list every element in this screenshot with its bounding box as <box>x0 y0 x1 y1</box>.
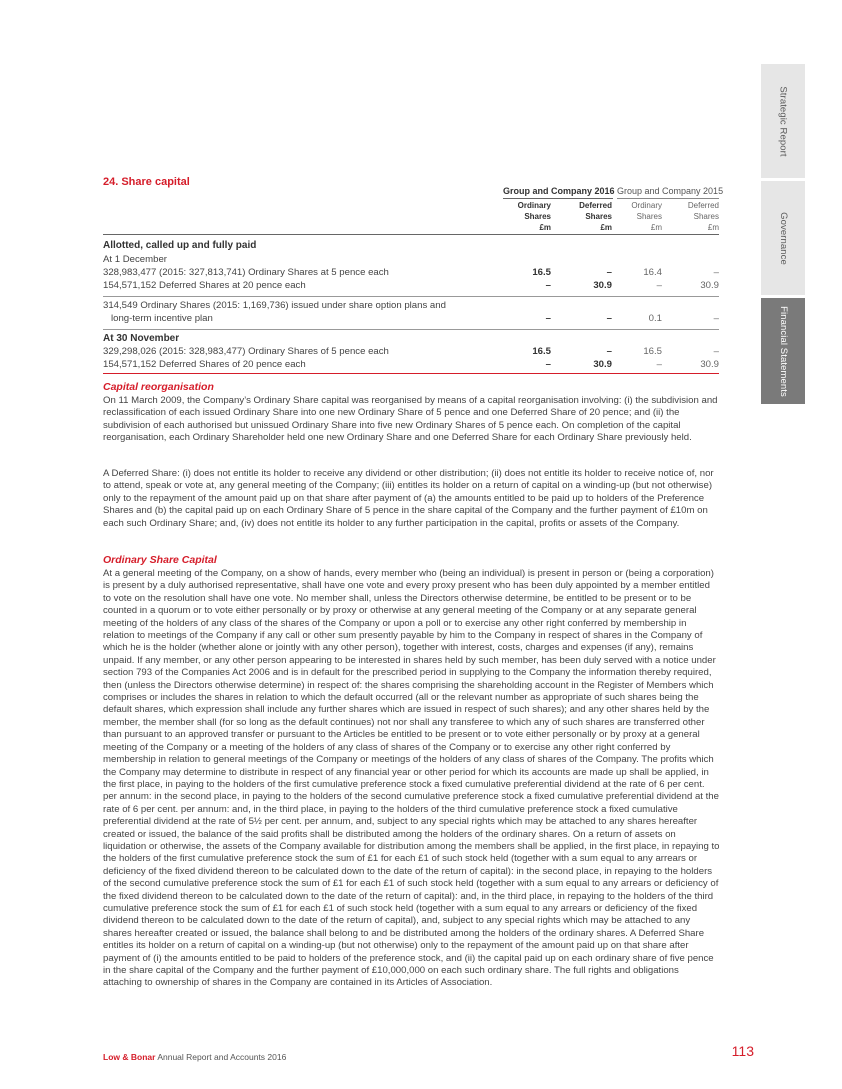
table-row: long-term incentive plan – – 0.1 – <box>111 313 719 324</box>
col-header-ordinary-2015: Ordinary Shares £m <box>631 201 662 232</box>
tab-strategic-report[interactable] <box>761 64 805 178</box>
tab-financial-statements[interactable] <box>761 298 805 404</box>
share-capital-table <box>103 186 724 374</box>
tab-label: Financial Statements <box>777 305 789 397</box>
brand-name: Low & Bonar <box>103 1052 156 1062</box>
tab-governance[interactable] <box>761 181 805 295</box>
row-heading-allotted: Allotted, called up and fully paid <box>103 240 257 251</box>
group-2015-header: Group and Company 2015 <box>617 186 719 199</box>
col-header-deferred-2015: Deferred Shares £m <box>687 201 719 232</box>
col-header-deferred-2016: Deferred Shares £m <box>579 201 612 232</box>
report-name: Annual Report and Accounts 2016 <box>155 1052 287 1062</box>
tab-label: Strategic Report <box>777 85 789 157</box>
row-at-1-december: At 1 December <box>103 254 167 265</box>
footer-report-title <box>103 1052 286 1062</box>
capital-reorganisation-para-2: A Deferred Share: (i) does not entitle its holder to receive any dividend or other distribution; (ii) does not entitle its holder to receive notice of, nor to attend, speak or vote at, any general meeting of the Company; (iii) entitles its holder on a return of capital on a winding-up (but not otherwise) only to the repayment of the amount paid up on that share after payment of (a) the amounts entitled to be paid up to holders of the Preference Shares and (b) the capital paid up on each Ordinary Share of 5 pence in the share capital of the Company and the further payment of £10m on each such Ordinary Share; and, (iv) does not entitle its holder to any further participation in the capital, profits or assets of the Company. <box>103 468 714 529</box>
table-header <box>103 186 724 235</box>
table-body <box>103 235 719 374</box>
section-title: 24. Share capital <box>103 176 190 188</box>
row-divider <box>103 329 719 330</box>
ordinary-share-capital-heading: Ordinary Share Capital <box>103 554 217 566</box>
row-heading-at-30-november: At 30 November <box>103 333 180 344</box>
group-2016-header: Group and Company 2016 <box>503 186 613 199</box>
capital-reorganisation-para-1: On 11 March 2009, the Company’s Ordinary Share capital was reorganised by means of a capital reorganisation involving: (i) the subdivision and reclassification of each issued Ordinary Share into one new Ordinary Share of 5 pence and one Deferred Share of 20 pence; and (ii) the subdivision of each authorised but unissued Ordinary Share into five new Ordinary Shares of 5 pence each. On completion of the capital reorganisation, each Ordinary Shareholder held one new Ordinary Share and one Deferred Share for each Ordinary Share previously held. <box>103 395 718 444</box>
table-row: 329,298,026 (2015: 328,983,477) Ordinary Shares of 5 pence each 16.5 – 16.5 – <box>103 346 719 357</box>
tab-label: Governance <box>777 211 789 265</box>
table-row: 314,549 Ordinary Shares (2015: 1,169,736) issued under share option plans and <box>103 300 446 311</box>
table-row: 154,571,152 Deferred Shares at 20 pence each – 30.9 – 30.9 <box>103 280 719 291</box>
ordinary-share-capital-para: At a general meeting of the Company, on a show of hands, every member who (being an individual) is present in person or (being a corporation) is present by a duly authorised representative, shall have one vote and every proxy present who has been duly appointed by a member entitled to vote on the resolution shall have one vote. No member shall, unless the Directors otherwise determine, be entitled to be present or to be counted in a quorum or to vote either personally or by proxy or otherwise at any general meeting of the Company or at any separate general meeting of the holders of any class of the shares of the Company or upon a poll or to exercise any other right conferred by membership in relation to meetings of the Company if any call or other sum presently payable by him to the Company in respect of shares in the Company of which he is the holder (whether alone or jointly with any other person), together with interest, costs, charges and expenses (if any), remains unpaid. If any member, or any other person appearing to be interested in shares held by such member, has been duly served with a notice under section 793 of the Companies Act 2006 and is in default for the prescribed period in supplying to the Company the information thereby required, then (unless the Directors otherwise determine) in respect of: the shares comprising the shareholding account in the Register of Members which comprises or includes the shares in relation to which the default occurred (all or the relevant number as appropriate of such shares being the default shares, which expression shall include any further shares which are issued in respect of such shares); and any other shares held by the member, the member shall (for so long as the default continues) not nor shall any transferee to which any of such shares are transferred other than pursuant to an approved transfer or pursuant to the Articles be entitled to be present or to vote either personally or by proxy at a general meeting of the Company or a meeting of the holders of any class of shares of the Company or to exercise any other right conferred by membership in relation to general meetings of the Company or meetings of the holders of any class of shares of the Company. The profits which the Company may determine to distribute in respect of any financial year or other period for which its accounts are made up shall be applied, in the first place, in paying to the holders of the first cumulative preference stock a fixed cumulative preferential dividend at the rate of 6 per cent. per annum: in the second place, in paying to the holders of the second cumulative preference stock a fixed cumulative preferential dividend at the rate of 6 per cent. per annum: and, in the third place, in paying to the holders of the third cumulative preference stock a fixed cumulative preferential dividend at the rate of 5½ per cent. per annum, and, subject to any special rights which may be attached to any shares hereafter created or issued, the balance of the said profits shall be distributed among the holders of the ordinary shares. On a return of assets on liquidation or otherwise, the assets of the Company available for distribution among the members shall be applied, in the first place, in repaying to the holders of the first cumulative preference stock the sum of £1 for each £1 of such stock held (together with a sum equal to any arrears or deficiency of the fixed dividend thereon to be calculated down to the date of the return of capital): in the second place, in repaying to the holders of the second cumulative preference stock the sum of £1 for each £1 of such stock held (together with a sum equal to any arrears or deficiency of the fixed dividend thereon to be calculated down to the date of the return of capital): and, in the third place, in repaying to the holders of the third cumulative preference stock the sum of £1 for each £1 of such stock held (together with a sum equal to any arrears or deficiency of the fixed dividend thereon to be calculated down to the date of the return of capital), and, subject to any special rights which may be attached to any shares hereafter created or issued, the balance shall belong to and be distributed among the holders of the ordinary shares. A Deferred Share entitles its holder on a return of capital on a winding-up (but not otherwise) only to the repayment of the amount paid up on that share after payment of (i) the amounts entitled to be paid to holders of the preference stock, and (ii) the capital paid up on each ordinary share of five pence in the share capital of the Company and the further payment of £10,000,000 on each such ordinary share. The full rights and obligations attaching to ownership of shares in the Company are contained in its Articles of Association. <box>103 568 720 989</box>
row-divider <box>103 296 719 297</box>
table-bottom-rule <box>103 373 719 374</box>
table-row: 328,983,477 (2015: 327,813,741) Ordinary Shares at 5 pence each 16.5 – 16.4 – <box>103 267 719 278</box>
capital-reorganisation-heading: Capital reorganisation <box>103 381 214 393</box>
col-header-ordinary-2016: Ordinary Shares £m <box>517 201 551 232</box>
table-row: 154,571,152 Deferred Shares of 20 pence each – 30.9 – 30.9 <box>103 359 719 370</box>
page-number: 113 <box>731 1043 754 1059</box>
